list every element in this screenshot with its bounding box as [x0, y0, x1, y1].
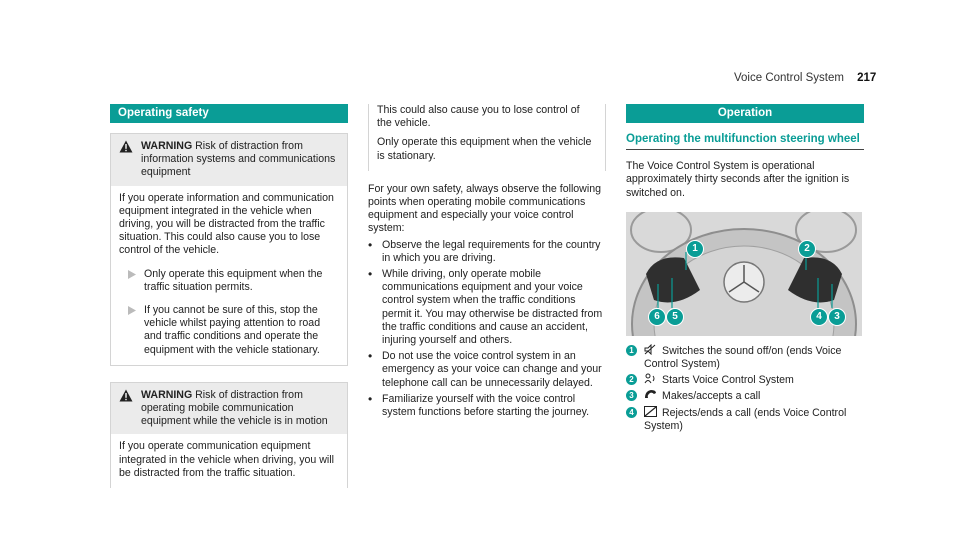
voice-control-icon: [644, 373, 657, 384]
warning-triangle-icon: [119, 140, 133, 153]
warning-body: If you operate information and communication equipment integrated in the vehicle when driving, you will be distracted from the traffic situation. This could also cause you to lose control of the vehicle.: [119, 191, 334, 257]
running-title: Voice Control System: [734, 72, 844, 84]
section-title-operating-safety: Operating safety: [110, 104, 348, 123]
warning-header: [111, 383, 347, 435]
warning-box-2: [110, 382, 348, 488]
arrow-right-icon: [127, 306, 136, 315]
phone-accept-icon: [644, 389, 657, 400]
warning-body: If you operate communication equipment integrated in the vehicle when driving, you will be distracted from the traffic situation.: [119, 440, 334, 479]
column-2: [368, 104, 606, 422]
warning-action: Only operate this equipment when the traffic situation permits.: [119, 268, 339, 294]
subheading: Operating the multifunction steering wheel: [626, 133, 864, 150]
warning-title: Risk of distraction from operating mobile communication equipment while the vehicle is in motion: [141, 388, 328, 428]
warning-continuation: [368, 104, 606, 171]
warning-header: [111, 134, 347, 186]
column-3: [626, 104, 864, 435]
callout-5: 5: [666, 308, 684, 326]
safety-intro: For your own safety, always observe the following points when operating mobile communications equipment and especially your voice control system:: [368, 182, 601, 235]
phone-reject-icon: [644, 406, 657, 417]
operation-intro: The Voice Control System is operational approximately thirty seconds after the ignition is switched on.: [626, 160, 850, 199]
section-title-operation: Operation: [626, 104, 864, 123]
page-header: [734, 72, 876, 84]
steering-wheel-illustration: [626, 212, 862, 336]
callout-2: 2: [798, 240, 816, 258]
page-number: 217: [857, 72, 877, 84]
list-item: • Do not use the voice control system in an emergency as your voice can change and your telephone call can be unnecessarily delayed.: [368, 349, 602, 389]
callout-4: 4: [810, 308, 828, 326]
button-legend: [626, 344, 864, 433]
list-item: • Observe the legal requirements for the country in which you are driving.: [368, 237, 601, 264]
warning-title: Risk of distraction from information systems and communications equipment: [141, 140, 336, 179]
legend-item: 3 Makes/accepts a call: [626, 389, 864, 403]
list-item: • Familiarize yourself with the voice control system functions before starting the journey.: [368, 391, 590, 419]
arrow-right-icon: [127, 270, 136, 279]
warning-continued-text: Only operate this equipment when the vehicle is stationary.: [377, 136, 592, 162]
callout-6: 6: [648, 308, 666, 326]
callout-1: 1: [686, 240, 704, 258]
safety-points: [368, 239, 606, 420]
warning-action: If you cannot be sure of this, stop the vehicle whilst paying attention to road and traffic conditions and operate the equipment with the vehicle stationary.: [119, 304, 339, 357]
list-item: • While driving, only operate mobile communications equipment and your voice control system when the traffic conditions permit it. You may otherwise be distracted from the traffic conditions and cause an accident, injuring yourself and others.: [368, 267, 603, 347]
warning-keyword: WARNING: [141, 388, 193, 401]
legend-item: 4 Rejects/ends a call (ends Voice Control System): [626, 406, 864, 433]
warning-box-1: [110, 133, 348, 366]
callout-3: 3: [828, 308, 846, 326]
warning-triangle-icon: [119, 389, 133, 402]
warning-continued-text: This could also cause you to lose control of the vehicle.: [377, 104, 580, 130]
column-1: [110, 104, 348, 488]
mute-icon: [644, 344, 657, 355]
legend-item: 1 Switches the sound off/on (ends Voice Control System): [626, 344, 864, 371]
legend-item: 2 Starts Voice Control System: [626, 373, 864, 387]
warning-keyword: WARNING: [141, 140, 193, 152]
